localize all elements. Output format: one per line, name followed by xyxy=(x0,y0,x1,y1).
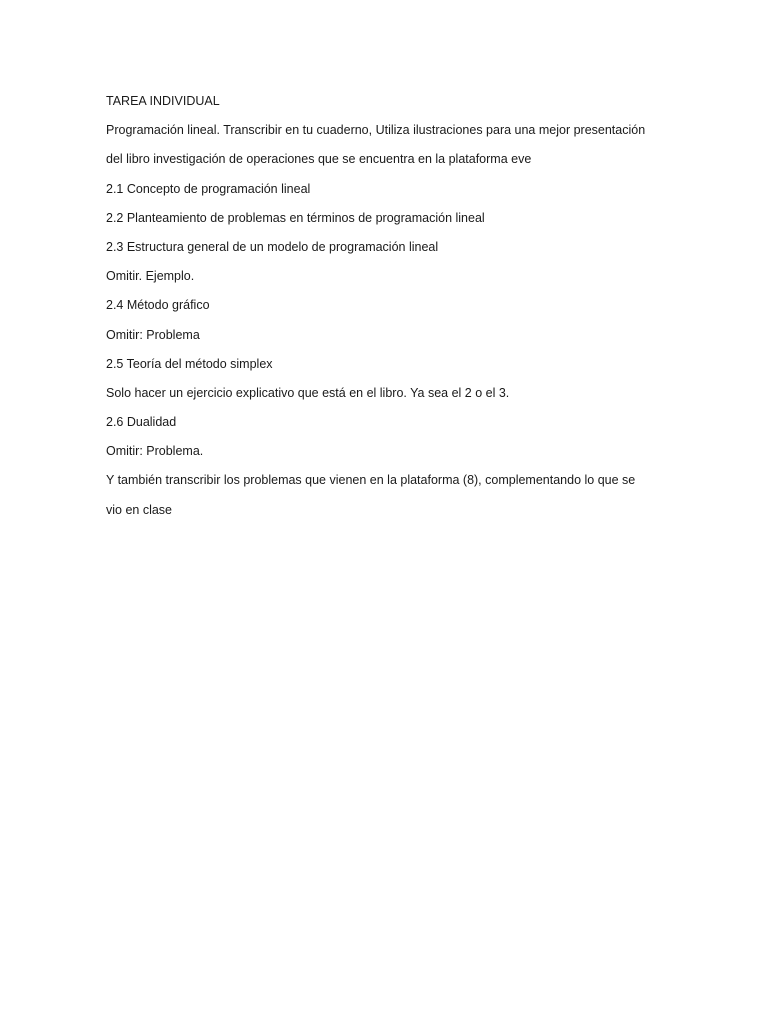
intro-text-line-1: Programación lineal. Transcribir en tu cuaderno, Utiliza ilustraciones para una mejor presentación xyxy=(106,123,646,138)
topic-2-4: 2.4 Método gráfico xyxy=(106,298,210,313)
note-2-3: Omitir. Ejemplo. xyxy=(106,269,195,284)
document-page xyxy=(106,91,686,529)
closing-text-line-2: vio en clase xyxy=(106,502,173,517)
document-title: TAREA INDIVIDUAL xyxy=(106,94,220,108)
topic-2-3: 2.3 Estructura general de un modelo de programación lineal xyxy=(106,239,439,254)
topic-2-5: 2.5 Teoría del método simplex xyxy=(106,356,273,371)
topic-2-1: 2.1 Concepto de programación lineal xyxy=(106,181,311,196)
note-2-6: Omitir: Problema. xyxy=(106,444,204,459)
closing-text-line-1: Y también transcribir los problemas que vienen en la plataforma (8), complementando lo que se xyxy=(106,473,636,488)
note-2-4: Omitir: Problema xyxy=(106,327,200,342)
topic-2-6: 2.6 Dualidad xyxy=(106,415,177,430)
intro-text-line-2: del libro investigación de operaciones que se encuentra en la plataforma eve xyxy=(106,152,532,167)
note-2-5: Solo hacer un ejercicio explicativo que está en el libro. Ya sea el 2 o el 3. xyxy=(106,385,510,400)
topic-2-2: 2.2 Planteamiento de problemas en términos de programación lineal xyxy=(106,210,485,225)
